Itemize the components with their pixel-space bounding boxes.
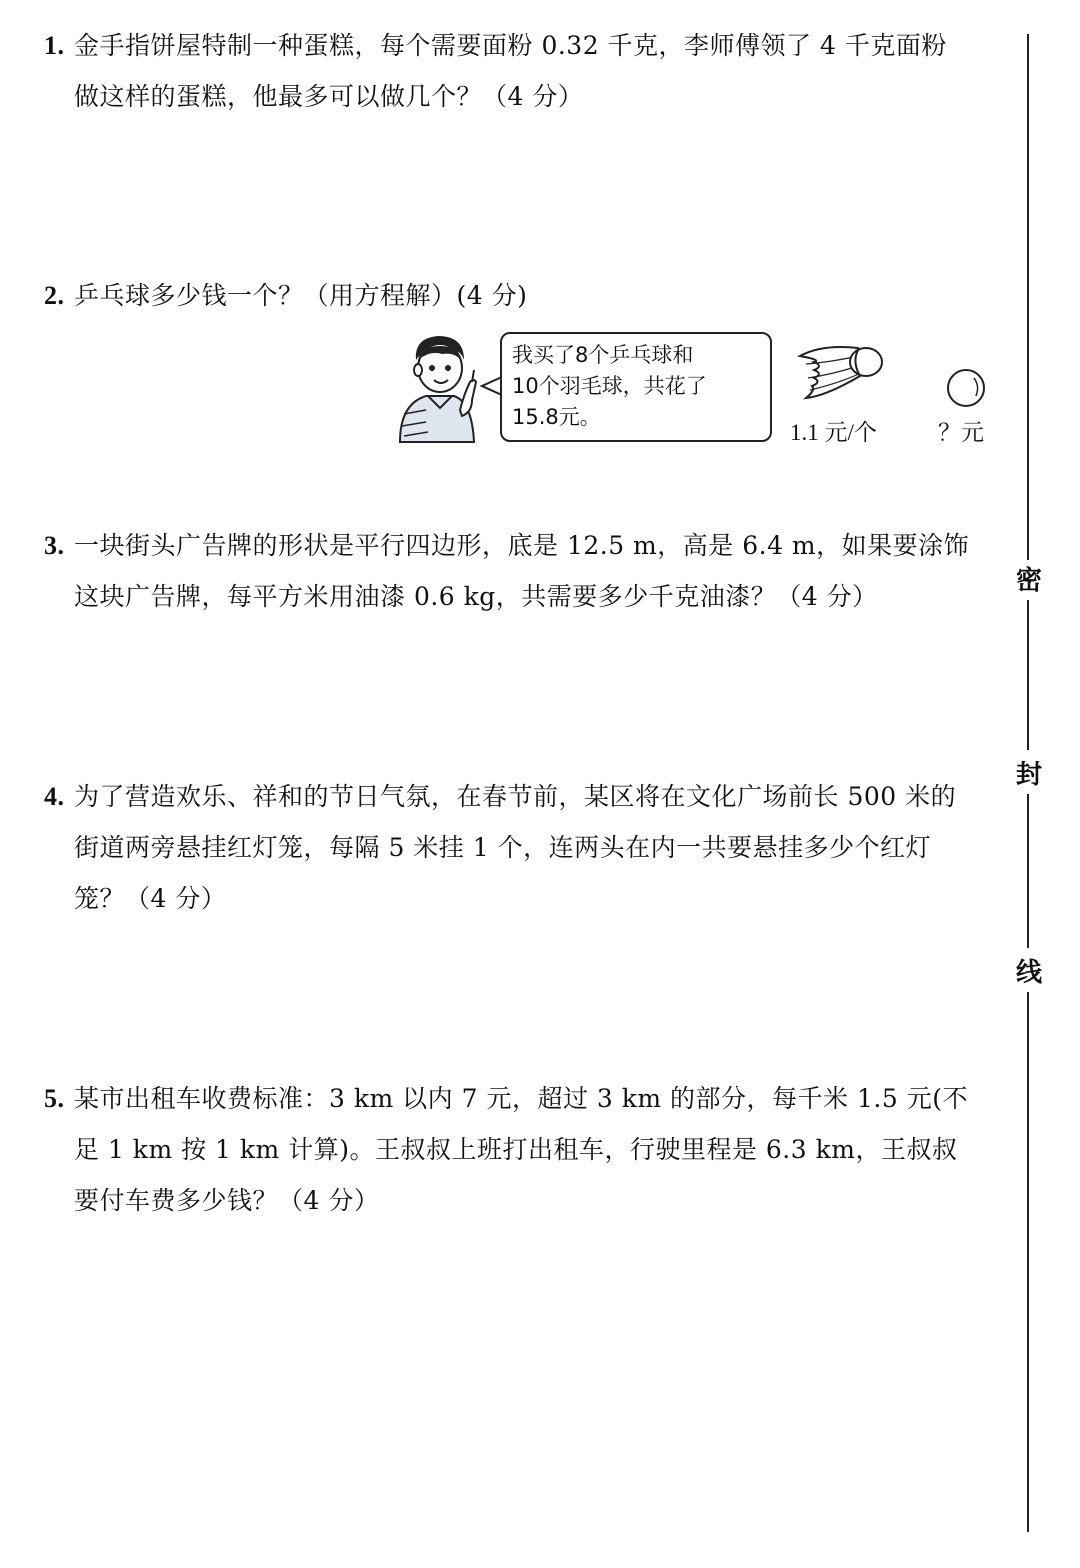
problem-text-line: 这块广告牌，每平方米用油漆 0.6 kg，共需要多少千克油漆？（4 分） xyxy=(74,582,878,611)
problem-5 xyxy=(44,1073,994,1226)
problem-2 xyxy=(44,270,994,321)
problem-text-line: 足 1 km 按 1 km 计算)。王叔叔上班打出租车，行驶里程是 6.3 km，王叔叔 xyxy=(74,1135,958,1164)
problem-number: 5. xyxy=(44,1084,65,1113)
shuttlecock-icon xyxy=(792,334,892,404)
problem-text-line: 乒乓球多少钱一个？（用方程解）(4 分) xyxy=(74,281,528,310)
problem-text-line: 为了营造欢乐、祥和的节日气氛，在春节前，某区将在文化广场前长 500 米的 xyxy=(74,782,957,811)
problem-number: 4. xyxy=(44,782,65,811)
boy-illustration xyxy=(386,330,486,450)
binding-char-xian: 线 xyxy=(1015,958,1042,988)
speech-bubble xyxy=(500,332,772,442)
problem-text-line: 金手指饼屋特制一种蛋糕，每个需要面粉 0.32 千克，李师傅领了 4 千克面粉 xyxy=(74,31,947,60)
binding-char-feng: 封 xyxy=(1015,760,1042,790)
problem-2-illustration xyxy=(380,326,1000,456)
problem-3 xyxy=(44,520,994,622)
binding-line-segment xyxy=(1027,600,1029,750)
problem-number: 3. xyxy=(44,531,65,560)
problem-text-line: 街道两旁悬挂红灯笼，每隔 5 米挂 1 个，连两头在内一共要悬挂多少个红灯 xyxy=(74,833,932,862)
binding-char-mi: 密 xyxy=(1015,566,1042,596)
binding-line-segment xyxy=(1027,992,1029,1532)
binding-line-segment xyxy=(1027,34,1029,560)
problem-text-line: 笼？（4 分） xyxy=(74,884,227,913)
problem-text-line: 做这样的蛋糕，他最多可以做几个？（4 分） xyxy=(74,82,584,111)
pingpong-price-label: ？元 xyxy=(938,420,984,445)
problem-text-line: 一块街头广告牌的形状是平行四边形，底是 12.5 m，高是 6.4 m，如果要涂饰 xyxy=(74,531,970,560)
problem-number: 1. xyxy=(44,31,65,60)
speech-line: 10个羽毛球，共花了 xyxy=(512,374,707,398)
speech-line: 15.8元。 xyxy=(512,405,601,429)
problem-4 xyxy=(44,771,994,924)
problem-number: 2. xyxy=(44,281,65,310)
problem-1 xyxy=(44,20,994,122)
shuttlecock-price-label: 1.1 元/个 xyxy=(790,420,877,445)
binding-line-segment xyxy=(1027,794,1029,948)
problem-text-line: 某市出租车收费标准：3 km 以内 7 元，超过 3 km 的部分，每千米 1.5 元(不 xyxy=(74,1084,968,1113)
problem-text-line: 要付车费多少钱？（4 分） xyxy=(74,1186,380,1215)
pingpong-ball-icon xyxy=(944,366,988,410)
speech-line: 我买了8个乒乓球和 xyxy=(512,343,694,367)
